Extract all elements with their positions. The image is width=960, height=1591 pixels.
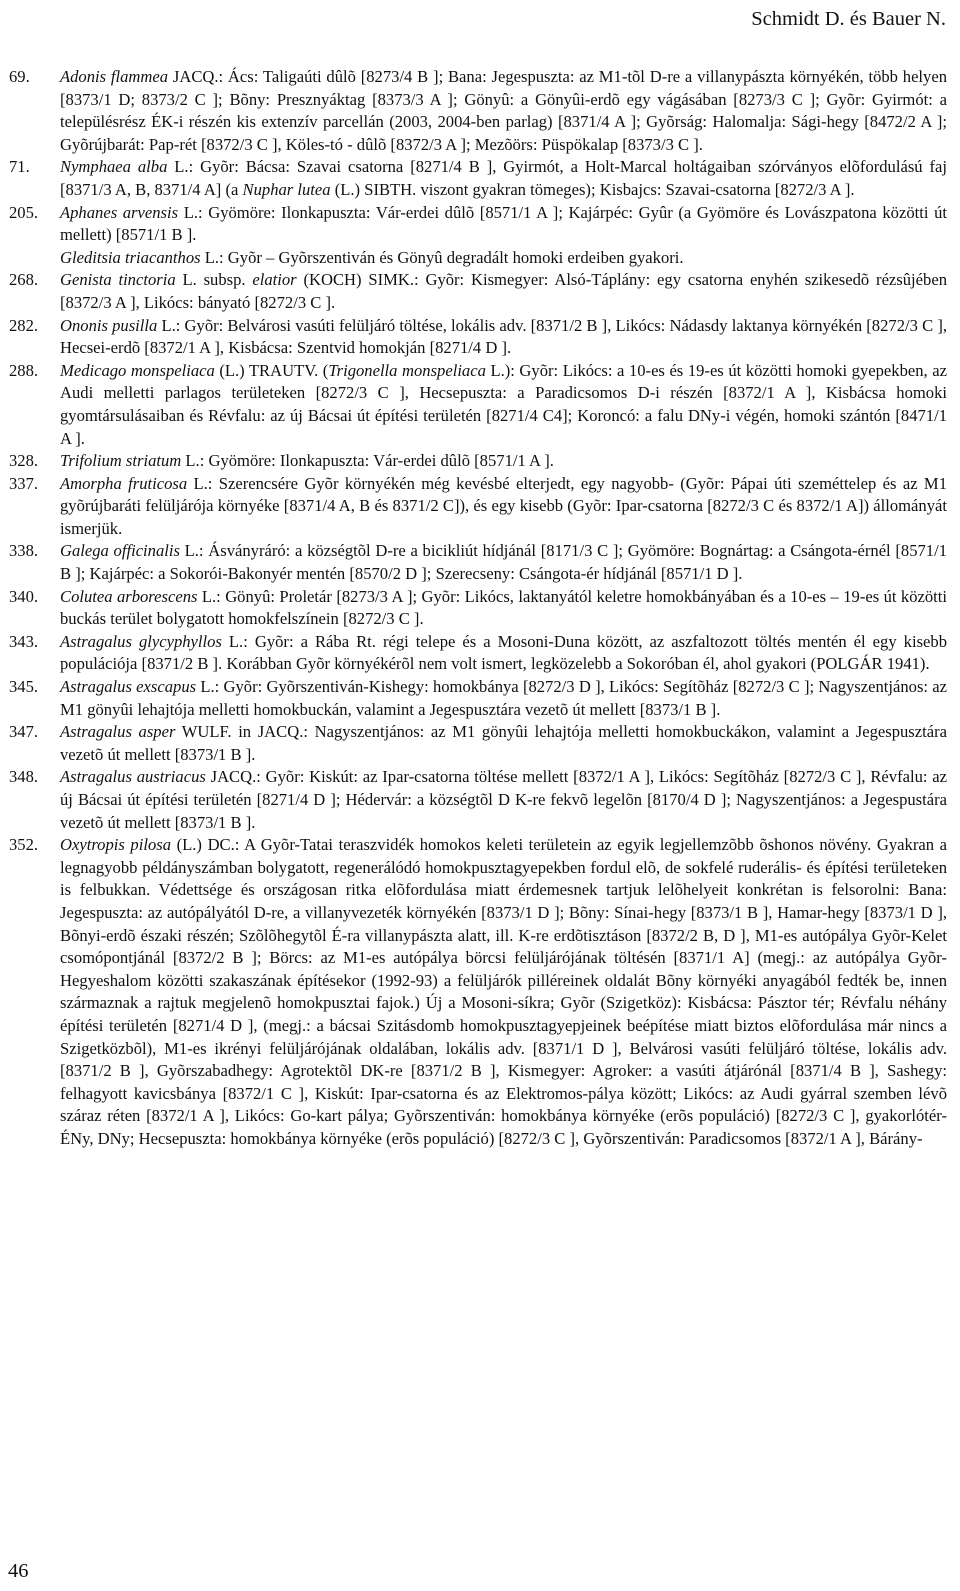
list-item [9, 676, 947, 721]
entry-number: 348. [9, 767, 39, 787]
list-item [9, 834, 947, 1150]
entry-number: 328. [9, 451, 39, 471]
entry-text: JACQ.: Ács: Taligaúti dûlõ [8273/4 B ]; Bana: Jegespuszta: az M1-tõl D-re a villanypászta környékén, több helyen [8373/1 D; 8373/2 C ]; Bõny: Presznyáktag [8373/3 A ]; Gönyû: a Gönyûi-erdõ egy vágásában [8273/3 C ]; Gyõr: Gyirmót: a településrész ÉK-i részén kis extenzív parcellán (2003, 2004-ben parlag) [8371/4 A ]; Gyõrság: Halomalja: Sági-hegy [8472/2 A ]; Gyõrújbarát: Pap-rét [8372/3 C ], Köles-tó - dûlõ [8372/3 A ]; Mezõörs: Püspökalap [8373/3 C ]. [60, 67, 947, 154]
entry-number: 282. [9, 315, 39, 335]
running-header: Schmidt D. és Bauer N. [751, 8, 946, 30]
page-body [9, 66, 947, 1151]
species-name: Colutea arborescens [60, 586, 198, 606]
list-item [9, 540, 947, 585]
entry-number: 268. [9, 270, 39, 290]
list-item [9, 66, 947, 156]
entry-number: 71. [9, 157, 30, 177]
entry-number: 343. [9, 631, 39, 651]
list-item [9, 473, 947, 541]
list-item [9, 631, 947, 676]
page-number: 46 [8, 1560, 29, 1582]
list-item [9, 586, 947, 631]
species-name: Oxytropis pilosa [60, 835, 172, 855]
entry-number: 337. [9, 473, 39, 493]
species-name: Astragalus exscapus [60, 677, 197, 697]
species-name: Astragalus glycyphyllos [60, 631, 222, 651]
entry-number: 340. [9, 586, 39, 606]
entry-text: WULF. in JACQ.: Nagyszentjános: az M1 gönyûi lehajtója melletti homokbuckákon, valamint a Jegespusztára vezetõ út mellett [8373/1 B ]. [60, 722, 947, 764]
entry-text: L.: Gyõr: Bácsa: Szavai csatorna [8271/4 B ], Gyirmót, a Holt-Marcal holtágaiban szórványos elõfordulású faj [8371/3 A, B, 8371/4 A] (a [60, 157, 947, 199]
species-name: Galega officinalis [60, 541, 180, 561]
entry-text: L.: Ásványráró: a községtõl D-re a bicikliút hídjánál [8171/3 C ]; Gyömöre: Bognártag: a Csángota-érnél [8571/1 B ]; Kajárpéc: a Sokorói-Bakonyér mentén [8570/2 D ]; Szerecseny: Csángota-ér hídjánál [8571/1 D ]. [60, 541, 947, 584]
species-name: Medicago monspeliaca [60, 360, 215, 380]
species-name: Adonis flammea [60, 67, 169, 86]
entry-number: 205. [9, 202, 39, 222]
entry-number: 345. [9, 677, 39, 697]
species-name-secondary: Nuphar lutea [242, 179, 331, 199]
list-item [9, 721, 947, 766]
species-name: Aphanes arvensis [60, 202, 179, 222]
entry-text: L.: Gönyû: Proletár [8273/3 A ]; Gyõr: Likócs, laktanyától keletre homokbányában és a 10-es – 19-es út közötti buckás terület bolygatott homokfelszínein [8272/3 C ]. [60, 586, 947, 629]
species-name: Genista tinctoria [60, 270, 176, 290]
entry-text: L.: Gyõr: a Rába Rt. régi telepe és a Mosoni-Duna között, az aszfaltozott töltés mentén él egy kisebb populációja [8371/2 B ]. Korábban Gyõr környékérõl nem volt ismert, legközelebb a Sokoróban él, ahol gyakori (POLGÁR 1941). [60, 631, 947, 674]
species-name: Astragalus asper [60, 722, 176, 742]
entry-text: (KOCH) SIMK.: Gyõr: Kismegyer: Alsó-Táplány: egy csatorna enyhén szikesedõ rézsûjében [8372/3 A ], Likócs: bányató [8272/3 C ]. [60, 270, 947, 312]
species-name: Astragalus austriacus [60, 767, 206, 787]
list-item [9, 766, 947, 834]
entry-number: 352. [9, 835, 39, 855]
entry-number: 69. [9, 67, 30, 86]
species-name: Amorpha fruticosa [60, 473, 188, 493]
list-item [9, 156, 947, 201]
entry-number: 288. [9, 360, 39, 380]
list-item [9, 269, 947, 314]
entry-text: L.: Szerencsére Gyõr környékén még kevésbé elterjedt, egy nagyobb- (Gyõr: Pápai úti szeméttelep és az M1 gyõrújbaráti felüljárója környéke [8371/4 A, B és 8371/2 C]), és egy kisebb (Gyõr: Ipar-csatorna [8272/3 C és 8372/1 A]) állományát ismerjük. [60, 473, 947, 538]
entry-text: L.: Gyömöre: Ilonkapuszta: Vár-erdei dûlõ [8571/1 A ]. [181, 451, 554, 471]
species-name: Trifolium striatum [60, 451, 182, 471]
entry-text: (L.) TRAUTV. ( [214, 360, 329, 380]
species-name: Ononis pusilla [60, 315, 158, 335]
list-item [9, 315, 947, 360]
entry-number: 347. [9, 722, 39, 742]
species-name: Gleditsia triacanthos [60, 247, 201, 267]
species-name-secondary: Trigonella monspeliaca [328, 360, 486, 380]
entry-text: L.: Gyõr: Belvárosi vasúti felüljáró töltése, lokális adv. [8371/2 B ], Likócs: Nádasdy laktanya környékén [8272/3 C ], Hecsei-erdõ [8372/1 A ], Kisbácsa: Szentvid homokján [8271/4 D ]. [60, 315, 947, 358]
entry-text: L.): Gyõr: Likócs: a 10-es és 19-es út közötti homoki gyepekben, az Audi melletti parlagos területeken [8272/3 C ], Hecsepuszta: a Paradicsomos D-i részén [8372/1 A ], Kisbácsa homoki gyomtársulásaiban és Révfalu: az új Bácsai út építési területén [8271/4 C4]; Koroncó: a falu DNy-i végén, homoki szántón [8471/1 A ]. [60, 360, 947, 448]
list-item [9, 450, 947, 473]
list-item [9, 360, 947, 450]
list-item [9, 202, 947, 247]
list-item [9, 247, 947, 270]
entry-text: L.: Gyömöre: Ilonkapuszta: Vár-erdei dûlõ [8571/1 A ]; Kajárpéc: Gyûr (a Gyömöre és Lovászpatona közötti út mellett) [8571/1 B ]. [60, 202, 947, 245]
entry-text: JACQ.: Gyõr: Kiskút: az Ipar-csatorna töltése mellett [8372/1 A ], Likócs: Segítõház [8272/3 C ], Révfalu: az új Bácsai út építési területén [8271/4 D ]; Hédervár: a községtõl D K-re fekvõ legelõn [8170/4 D ]; Nagyszentjános: a Jegespustára vezetõ út mellett [8373/1 B ]. [60, 767, 947, 832]
entry-number: 338. [9, 541, 39, 561]
entry-text: L. subsp. [175, 270, 253, 290]
entry-text: (L.) SIBTH. viszont gyakran tömeges); Kisbajcs: Szavai-csatorna [8272/3 A ]. [330, 179, 855, 199]
entry-text: L.: Gyõr – Gyõrszentiván és Gönyû degradált homoki erdeiben gyakori. [200, 247, 684, 267]
species-name: Nymphaea alba [60, 157, 168, 177]
entry-text: (L.) DC.: A Gyõr-Tatai teraszvidék homokos keleti területein az egyik legjellemzõbb õshonos növény. Gyakran a legnagyobb példányszámban bolygatott, regenerálódó homokpusztagyepekben fordul elõ, de sokfelé ruderális- és építési területeken is felbukkan. Védettsége és országosan ritka elõfordulása miatt érdemesnek tartjuk lelõhelyeit konkrétan is felsorolni: Bana: Jegespuszta: az autópályától D-re, a villanyvezeték környékén [8373/1 D ]; Bõny: Sínai-hegy [8373/1 B ], Hamar-hegy [8373/1 D ], Bõnyi-erdõ északi részén; Szõlõhegytõl É-ra villanypászta alatt, ill. K-re erdõtisztáson [8372/2 B, D ], M1-es autópálya Gyõr-Kelet csomópontjánál [8372/2 B ]; Börcs: az M1-es autópálya börcsi felüljárójának töltésén [8371/1 A] (megj.: az autópálya Gyõr-Hegyeshalom közötti szakaszának építésekor (1992-93) a felüljárók pilléreinek oldalát Bõny környéki anyagából fedték be, innen származnak a rajtuk megjelenõ homokpusztai fajok.) Új a Mosoni-síkra; Gyõr (Szigetköz): Kisbácsa: Pásztor tér; Révfalu néhány építési területén [8271/4 D ], (megj.: a bácsai Szitásdomb homokpusztagyepjeinek beépítése miatt biztos elõfordulása már nincs a Szigetközbõl), M1-es ikrényi felüljárójának oldalában, lokális adv. [8371/1 D ], Belvárosi vasúti felüljáró töltése, lokális adv. [8371/2 B ], Gyõrszabadhegy: Agrotektõl DK-re [8371/2 B ], Kismegyer: Agroker: a vasúti átjárónál [8371/4 B ], Sashegy: felhagyott kavicsbánya [8372/1 C ], Kiskút: Ipar-csatorna és az Elektromos-pálya között; Likócs: az Audi gyárral szemben lévõ száraz réten [8372/1 A ], Likócs: Go-kart pálya; Gyõrszentiván: homokbánya környéke (erõs populáció) [8272/3 C ], gyakorlótér-ÉNy, DNy; Hecsepuszta: homokbánya környéke (erõs populáció) [8272/3 C ], Gyõrszentiván: Paradicsomos [8372/1 A ], Bárány- [60, 835, 948, 1148]
species-name-secondary: elatior [252, 270, 297, 290]
entry-text: L.: Gyõr: Gyõrszentiván-Kishegy: homokbánya [8272/3 D ], Likócs: Segítõház [8272/3 C ]; Nagyszentjános: az M1 gönyûi lehajtója melletti homokbuckán, valamint a Jegespusztára vezetõ út mellett [8373/1 B ]. [60, 677, 948, 719]
